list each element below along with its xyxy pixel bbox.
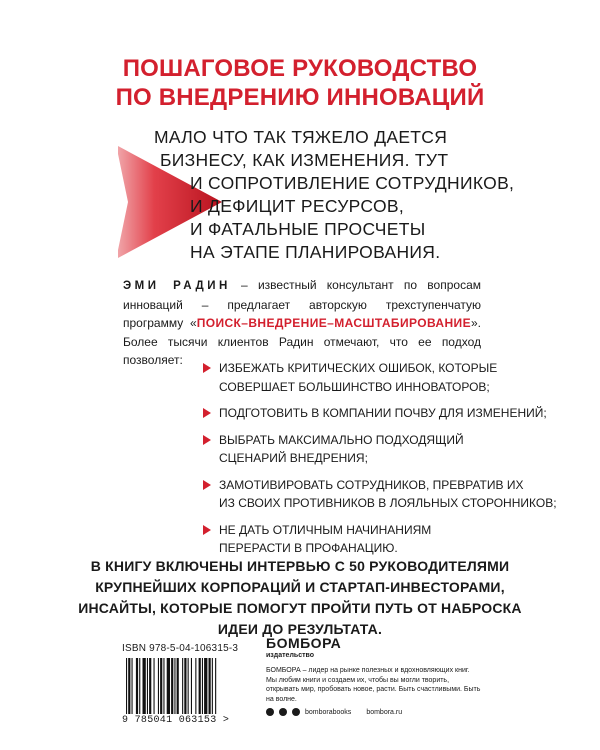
barcode-bar xyxy=(188,658,189,714)
lead-line: И СОПРОТИВЛЕНИЕ СОТРУДНИКОВ, xyxy=(190,173,515,193)
barcode-bar xyxy=(132,658,133,714)
isbn-barcode xyxy=(122,643,248,731)
list-item-line: НЕ ДАТЬ ОТЛИЧНЫМ НАЧИНАНИЯМ xyxy=(219,522,432,537)
barcode-bar xyxy=(182,658,183,714)
publisher-handle[interactable]: bomborabooks xyxy=(305,708,352,716)
barcode-bar xyxy=(126,658,127,714)
lead-line: НА ЭТАПЕ ПЛАНИРОВАНИЯ. xyxy=(190,242,441,262)
barcode-bar xyxy=(184,658,186,714)
list-item xyxy=(203,521,513,558)
list-item-line: СОВЕРШАЕТ БОЛЬШИНСТВО ИННОВАТОРОВ; xyxy=(219,379,490,394)
list-item-line: ЗАМОТИВИРОВАТЬ СОТРУДНИКОВ, ПРЕВРАТИВ ИХ xyxy=(219,477,524,492)
barcode-bar xyxy=(128,658,130,714)
isbn-label: ISBN 978-5-04-106315-3 xyxy=(122,643,239,654)
instagram-icon xyxy=(266,708,274,716)
book-title xyxy=(0,54,600,112)
vk-icon xyxy=(279,708,287,716)
barcode-bar xyxy=(199,658,201,714)
publisher-logo: БОМБОРА xyxy=(266,635,342,651)
list-item xyxy=(203,476,557,513)
lead-line: И ДЕФИЦИТ РЕСУРСОВ, xyxy=(190,196,405,216)
barcode-bar xyxy=(209,658,211,714)
triangle-bullet-icon xyxy=(203,363,211,373)
lead-line: МАЛО ЧТО ТАК ТЯЖЕЛО ДАЕТСЯ xyxy=(154,127,448,147)
barcode-bar xyxy=(154,658,155,714)
lead-paragraph xyxy=(154,126,515,264)
barcode-bar xyxy=(167,658,170,714)
intro-text: ». Более тысячи клиентов Радин отмечают, что ее подход позволяет: xyxy=(123,316,481,367)
publisher-block xyxy=(266,636,486,716)
publisher-links xyxy=(266,708,486,716)
intro-text: – известный консультант по вопросам инноваций – предлагает авторскую трехступенчатую программу « xyxy=(123,278,481,330)
closing-line: В КНИГУ ВКЛЮЧЕНЫ ИНТЕРВЬЮ С 50 РУКОВОДИТЕЛЯМИ xyxy=(90,558,510,574)
barcode-bar xyxy=(202,658,203,714)
list-item-line: ВЫБРАТЬ МАКСИМАЛЬНО ПОДХОДЯЩИЙ xyxy=(219,432,464,447)
list-item-line: ИЗБЕЖАТЬ КРИТИЧЕСКИХ ОШИБОК, КОТОРЫЕ xyxy=(219,361,498,375)
book-title-line-2: ПО ВНЕДРЕНИЮ ИННОВАЦИЙ xyxy=(115,84,485,111)
triangle-bullet-icon xyxy=(203,408,211,418)
barcode-bar xyxy=(177,658,179,714)
barcode-bar xyxy=(139,658,140,714)
barcode-bar xyxy=(171,658,173,714)
closing-line: ИНСАЙТЫ, КОТОРЫЕ ПОМОГУТ ПРОЙТИ ПУТЬ ОТ НАБРОСКА xyxy=(78,600,522,616)
barcode-digits: 9 785041 063153 > xyxy=(122,715,230,726)
lead-line: БИЗНЕСУ, КАК ИЗМЕНЕНИЯ. ТУТ xyxy=(160,150,449,170)
barcode-bar xyxy=(158,658,159,714)
list-item xyxy=(203,404,547,423)
barcode-bar xyxy=(195,658,196,714)
barcode-bar xyxy=(136,658,138,714)
closing-line: КРУПНЕЙШИХ КОРПОРАЦИЙ И СТАРТАП-ИНВЕСТОРАМИ, xyxy=(95,579,505,595)
list-item-line: ПЕРЕРАСТИ В ПРОФАНАЦИЮ. xyxy=(219,541,398,555)
list-item-line: ИЗ СВОИХ ПРОТИВНИКОВ В ЛОЯЛЬНЫХ СТОРОННИКОВ; xyxy=(219,496,557,510)
closing-line: ИДЕИ ДО РЕЗУЛЬТАТА. xyxy=(217,621,383,637)
barcode-bar xyxy=(191,658,192,714)
list-item-line: ПОДГОТОВИТЬ В КОМПАНИИ ПОЧВУ ДЛЯ ИЗМЕНЕНИЙ; xyxy=(219,406,547,420)
barcode-graphic xyxy=(126,658,244,714)
barcode-bar xyxy=(149,658,151,714)
author-name: ЭМИ РАДИН xyxy=(123,280,231,292)
triangle-bullet-icon xyxy=(203,480,211,490)
triangle-bullet-icon xyxy=(203,525,211,535)
barcode-bar xyxy=(147,658,148,714)
barcode-bar xyxy=(143,658,146,714)
barcode-bar xyxy=(204,658,207,714)
barcode-bar xyxy=(215,658,216,714)
barcode-bar xyxy=(160,658,162,714)
benefits-list xyxy=(203,359,557,566)
list-item xyxy=(203,431,513,468)
barcode-bar xyxy=(163,658,164,714)
book-title-line-1: ПОШАГОВОЕ РУКОВОДСТВО xyxy=(122,55,478,82)
publisher-site[interactable]: bombora.ru xyxy=(366,708,403,716)
intro-paragraph xyxy=(123,276,481,370)
closing-statement xyxy=(0,556,600,640)
lead-line: И ФАТАЛЬНЫЕ ПРОСЧЕТЫ xyxy=(190,219,426,239)
triangle-bullet-icon xyxy=(203,435,211,445)
barcode-bar xyxy=(174,658,175,714)
barcode-bar xyxy=(212,658,213,714)
list-item xyxy=(203,359,513,396)
list-item-line: СЦЕНАРИЙ ВНЕДРЕНИЯ; xyxy=(219,451,368,465)
publisher-description: БОМБОРА – лидер на рынке полезных и вдохновляющих книг. Мы любим книги и создаем их, чтобы вы могли творить, открывать мир, пробовать новое, расти. Быть счастливыми. Быть на волне. xyxy=(266,667,481,703)
program-name: ПОИСК–ВНЕДРЕНИЕ–МАСШТАБИРОВАНИЕ xyxy=(196,316,471,330)
publisher-subtitle: издательство xyxy=(266,652,314,659)
facebook-icon xyxy=(292,708,300,716)
